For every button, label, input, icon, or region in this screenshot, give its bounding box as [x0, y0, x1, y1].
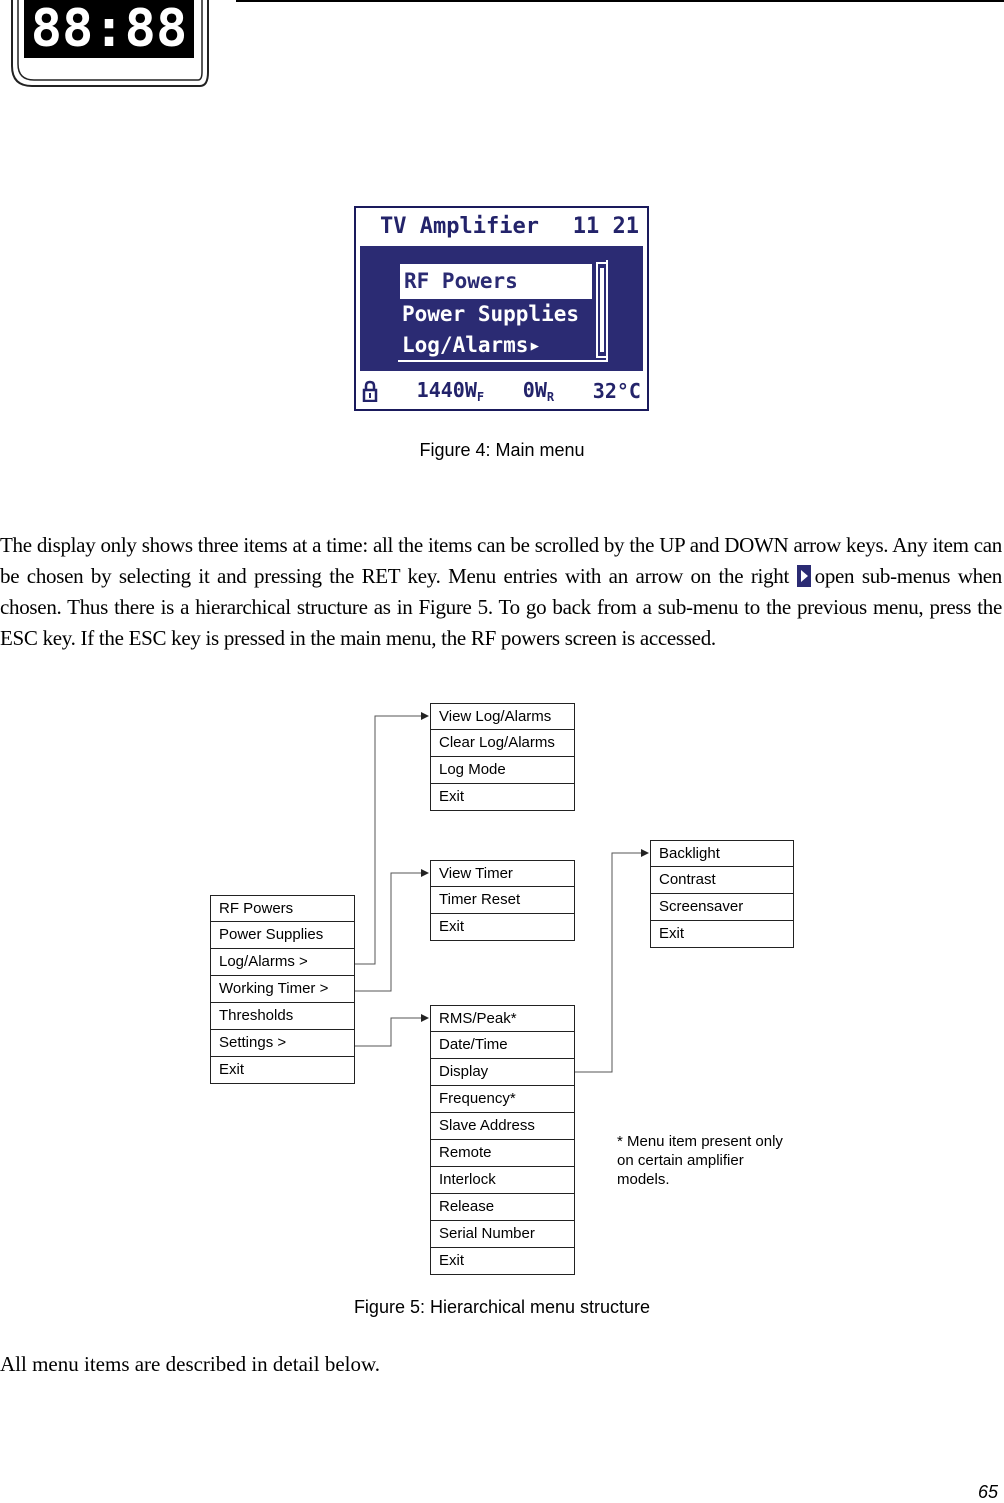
- figure5-caption: Figure 5: Hierarchical menu structure: [353, 1297, 651, 1317]
- menu-row: Working Timer >: [210, 976, 355, 1003]
- reflected-power-value: 0W: [522, 378, 547, 402]
- paragraph-part-b: open sub-menus when chosen. Thus there is a hierarchical structure as in Figure 5. To go back from a sub-menu to the previous menu, press the ESC key. If the ESC key is pressed in the main menu, the RF powers screen is accessed.: [0, 564, 1002, 650]
- menu-row: Power Supplies: [210, 922, 355, 949]
- lcd-menu-area: [360, 246, 643, 371]
- main-menu-box: [210, 895, 355, 1084]
- forward-power-value: 1440W: [416, 378, 477, 402]
- menu-row: RMS/Peak*: [430, 1005, 575, 1032]
- lcd-menu-list: [402, 264, 592, 361]
- connector-settings: [355, 1018, 428, 1046]
- lcd-menu-item: Power Supplies: [402, 302, 580, 326]
- menu-row: Exit: [430, 1248, 575, 1275]
- menu-row: Release: [430, 1194, 575, 1221]
- reflected-power-sub: R: [546, 390, 555, 404]
- menu-row: Log/Alarms >: [210, 949, 355, 976]
- header-rule: [236, 0, 1004, 2]
- lcd-header: [356, 208, 647, 244]
- footnote: * Menu item present only on certain amplifier models.: [617, 1133, 783, 1188]
- lcd-time: 11 21: [572, 213, 639, 239]
- menu-row: Clear Log/Alarms: [430, 730, 575, 757]
- menu-row: Settings >: [210, 1030, 355, 1057]
- menu-row: Exit: [430, 914, 575, 941]
- lcd-display: [354, 206, 649, 411]
- closing-paragraph: All menu items are described in detail below.: [0, 1352, 381, 1376]
- settings-menu-box: [430, 1005, 575, 1275]
- menu-row: Display: [430, 1059, 575, 1086]
- menu-row: Interlock: [430, 1167, 575, 1194]
- menu-row: Date/Time: [430, 1032, 575, 1059]
- menu-row: Slave Address: [430, 1113, 575, 1140]
- menu-row: RF Powers: [210, 895, 355, 922]
- lcd-menu-item: RF Powers: [400, 264, 592, 299]
- lcd-title: TV Amplifier: [380, 213, 539, 239]
- menu-row: Thresholds: [210, 1003, 355, 1030]
- lock-icon: [362, 380, 378, 402]
- connector-display: [575, 853, 648, 1072]
- lcd-menu-item: [402, 330, 592, 361]
- display-menu-box: [650, 840, 794, 948]
- menu-row: Frequency*: [430, 1086, 575, 1113]
- connector-timer: [355, 873, 428, 991]
- menu-row: Timer Reset: [430, 887, 575, 914]
- menu-row: Serial Number: [430, 1221, 575, 1248]
- menu-row: Remote: [430, 1140, 575, 1167]
- menu-row: Log Mode: [430, 757, 575, 784]
- menu-row: View Log/Alarms: [430, 703, 575, 730]
- menu-row: Exit: [650, 921, 794, 948]
- menu-row: Contrast: [650, 867, 794, 894]
- logo-digits: 88:88: [30, 0, 188, 59]
- clock-logo-icon: [0, 0, 210, 92]
- menu-row: Exit: [210, 1057, 355, 1084]
- forward-power: [417, 378, 484, 404]
- lcd-status-bar: [356, 373, 647, 409]
- temperature: 32°C: [592, 379, 641, 403]
- menu-row: View Timer: [430, 860, 575, 887]
- menu-row: Backlight: [650, 840, 794, 867]
- figure4-caption: Figure 4: Main menu: [419, 440, 585, 460]
- menu-row: Exit: [430, 784, 575, 811]
- submenu-arrow-icon: [797, 565, 811, 587]
- timer-menu-box: [430, 860, 575, 941]
- menu-hierarchy-diagram: [207, 700, 794, 1283]
- submenu-arrow-icon: ▸: [528, 333, 542, 357]
- reflected-power: [523, 378, 554, 404]
- menu-row: Screensaver: [650, 894, 794, 921]
- forward-power-sub: F: [476, 390, 485, 404]
- paragraph-part-a: The display only shows three items at a time: all the items can be scrolled by the UP and DOWN arrow keys. Any item can be chosen by selecting it and pressing the RET key. Menu entries with an arrow on the right: [0, 533, 1002, 588]
- page-number: 65: [977, 1482, 998, 1502]
- body-paragraph: [0, 530, 1002, 654]
- log-menu-box: [430, 703, 575, 811]
- lcd-menu-item-label: Log/Alarms: [402, 333, 529, 357]
- lcd-scrollbar: [596, 262, 608, 358]
